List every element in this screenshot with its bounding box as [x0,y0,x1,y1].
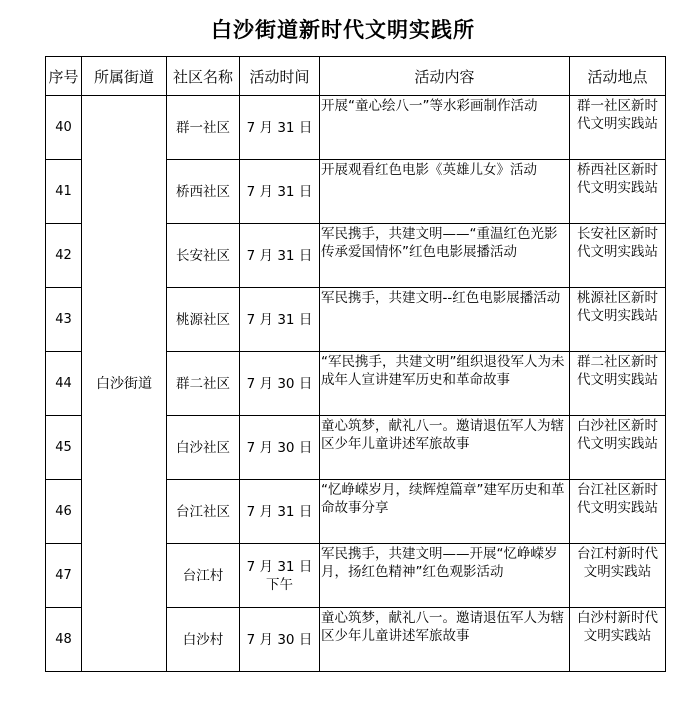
header-cell: 社区名称 [167,57,240,96]
location-cell: 桥西社区新时代文明实践站 [570,160,666,224]
community-cell: 桃源社区 [167,288,240,352]
content-cell: “忆峥嵘岁月，续辉煌篇章”建军历史和革命故事分享 [320,480,570,544]
content-cell: 开展“童心绘八一”等水彩画制作活动 [320,96,570,160]
row-number: 45 [46,416,82,480]
row-number: 41 [46,160,82,224]
row-number: 42 [46,224,82,288]
time-cell: 7 月 31 日 [240,224,320,288]
location-cell: 长安社区新时代文明实践站 [570,224,666,288]
row-number: 47 [46,544,82,608]
content-cell: 军民携手，共建文明——开展“忆峥嵘岁月，扬红色精神”红色观影活动 [320,544,570,608]
row-number: 48 [46,608,82,672]
time-cell: 7 月 31 日 [240,288,320,352]
time-cell: 7 月 31 日 [240,480,320,544]
time-cell: 7 月 30 日 [240,608,320,672]
time-cell: 7 月 30 日 [240,352,320,416]
location-cell: 桃源社区新时代文明实践站 [570,288,666,352]
community-cell: 白沙社区 [167,416,240,480]
location-cell: 台江村新时代文明实践站 [570,544,666,608]
time-cell: 7 月 31 日下午 [240,544,320,608]
community-cell: 桥西社区 [167,160,240,224]
location-cell: 白沙社区新时代文明实践站 [570,416,666,480]
row-number: 40 [46,96,82,160]
header-cell: 活动时间 [240,57,320,96]
content-cell: 童心筑梦，献礼八一。邀请退伍军人为辖区少年儿童讲述军旅故事 [320,416,570,480]
location-cell: 白沙村新时代文明实践站 [570,608,666,672]
header-cell: 活动地点 [570,57,666,96]
content-cell: 军民携手，共建文明——“重温红色光影 传承爱国情怀”红色电影展播活动 [320,224,570,288]
content-cell: 军民携手，共建文明--红色电影展播活动 [320,288,570,352]
community-cell: 台江社区 [167,480,240,544]
row-number: 43 [46,288,82,352]
row-number: 44 [46,352,82,416]
header-row [46,57,666,96]
location-cell: 群二社区新时代文明实践站 [570,352,666,416]
community-cell: 长安社区 [167,224,240,288]
community-cell: 台江村 [167,544,240,608]
activity-table [45,56,666,672]
location-cell: 群一社区新时代文明实践站 [570,96,666,160]
content-cell: 开展观看红色电影《英雄儿女》活动 [320,160,570,224]
header-cell: 活动内容 [320,57,570,96]
table-row [46,96,666,160]
header-cell: 序号 [46,57,82,96]
header-cell: 所属街道 [82,57,167,96]
time-cell: 7 月 30 日 [240,416,320,480]
community-cell: 群一社区 [167,96,240,160]
time-cell: 7 月 31 日 [240,96,320,160]
community-cell: 群二社区 [167,352,240,416]
page-title: 白沙街道新时代文明实践所 [211,18,475,42]
content-cell: 童心筑梦，献礼八一。邀请退伍军人为辖区少年儿童讲述军旅故事 [320,608,570,672]
row-number: 46 [46,480,82,544]
content-cell: “军民携手，共建文明”组织退役军人为未成年人宣讲建军历史和革命故事 [320,352,570,416]
street-cell: 白沙街道 [82,96,167,672]
location-cell: 台江社区新时代文明实践站 [570,480,666,544]
time-cell: 7 月 31 日 [240,160,320,224]
community-cell: 白沙村 [167,608,240,672]
